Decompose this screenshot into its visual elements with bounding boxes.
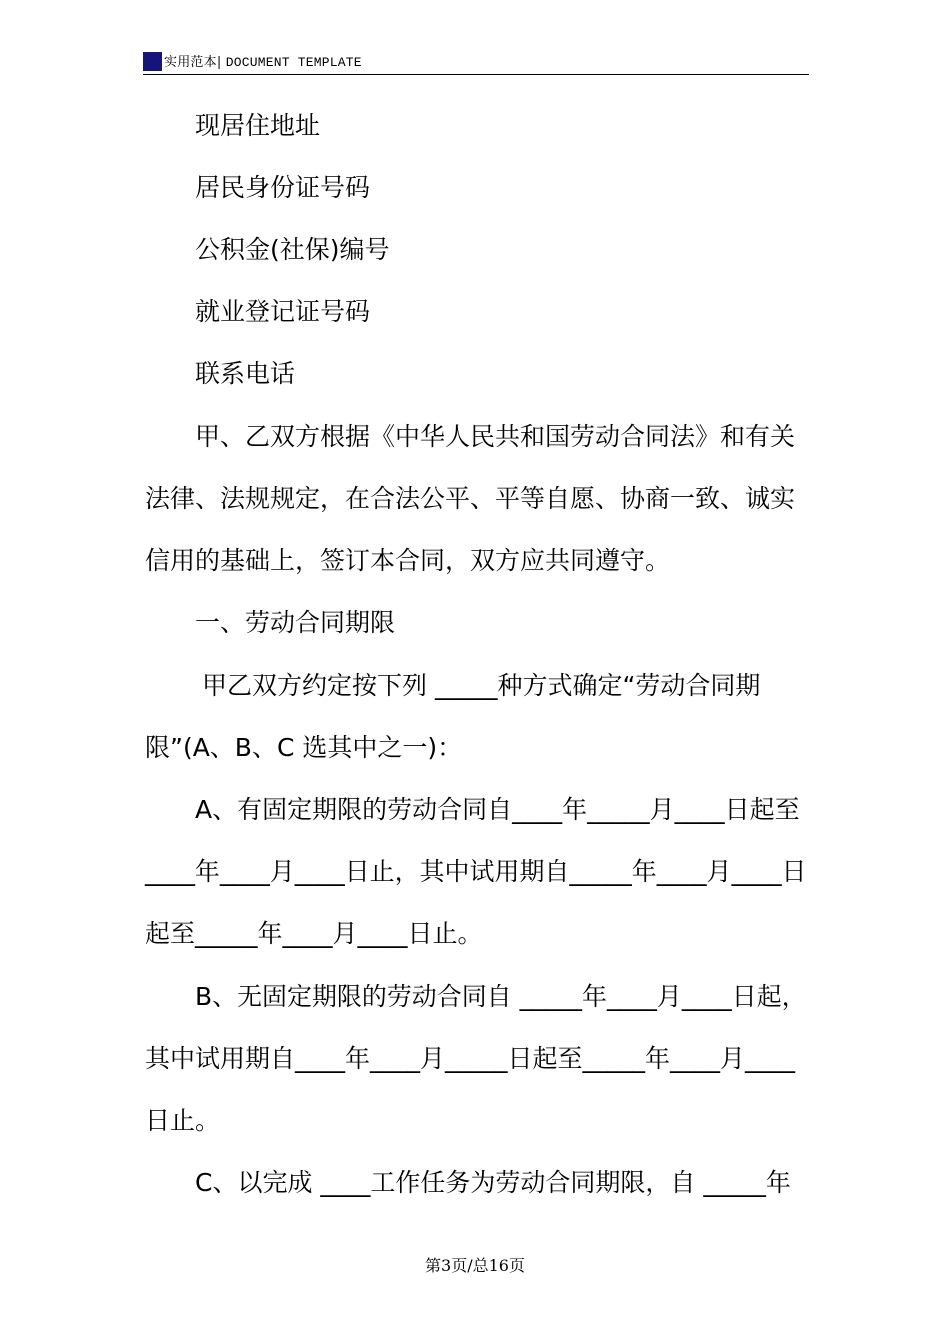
option-b-line: B、无固定期限的劳动合同自 _____年____月____日起， bbox=[195, 982, 807, 1011]
page-header bbox=[143, 50, 809, 75]
paragraph-line: 甲乙双方约定按下列 _____种方式确定“劳动合同期 bbox=[202, 671, 761, 700]
option-a-line: ____年____月____日止，其中试用期自_____年____月____日 bbox=[145, 857, 807, 886]
paragraph-line: 限”(A、B、C 选其中之一)： bbox=[145, 733, 463, 762]
field-employment-registration: 就业登记证号码 bbox=[195, 297, 371, 326]
field-phone: 联系电话 bbox=[195, 359, 296, 388]
field-provident-fund-number: 公积金(社保)编号 bbox=[195, 235, 390, 264]
header-label-en: DOCUMENT TEMPLATE bbox=[225, 55, 362, 70]
header-label bbox=[164, 55, 362, 71]
option-b-line: 其中试用期自____年____月_____日起至_____年____月____ bbox=[145, 1044, 796, 1073]
paragraph-line: 信用的基础上，签订本合同，双方应共同遵守。 bbox=[145, 546, 671, 575]
header-label-cn: 实用范本 bbox=[164, 55, 217, 70]
field-current-address: 现居住地址 bbox=[195, 111, 321, 140]
option-c-line: C、以完成 ____工作任务为劳动合同期限，自 _____年 bbox=[195, 1168, 791, 1197]
option-a-line: A、有固定期限的劳动合同自____年_____月____日起至 bbox=[195, 795, 800, 824]
option-b-line: 日止。 bbox=[145, 1106, 221, 1135]
header-separator: | bbox=[216, 55, 222, 70]
option-a-line: 起至_____年____月____日止。 bbox=[145, 919, 483, 948]
section-heading: 一、劳动合同期限 bbox=[195, 608, 396, 637]
field-id-number: 居民身份证号码 bbox=[195, 173, 371, 202]
header-logo-square bbox=[143, 52, 162, 71]
page-number: 第3页/总16页 bbox=[425, 1256, 525, 1275]
paragraph-line: 法律、法规规定，在合法公平、平等自愿、协商一致、诚实 bbox=[145, 484, 796, 513]
paragraph-line: 甲、乙双方根据《中华人民共和国劳动合同法》和有关 bbox=[195, 422, 796, 451]
